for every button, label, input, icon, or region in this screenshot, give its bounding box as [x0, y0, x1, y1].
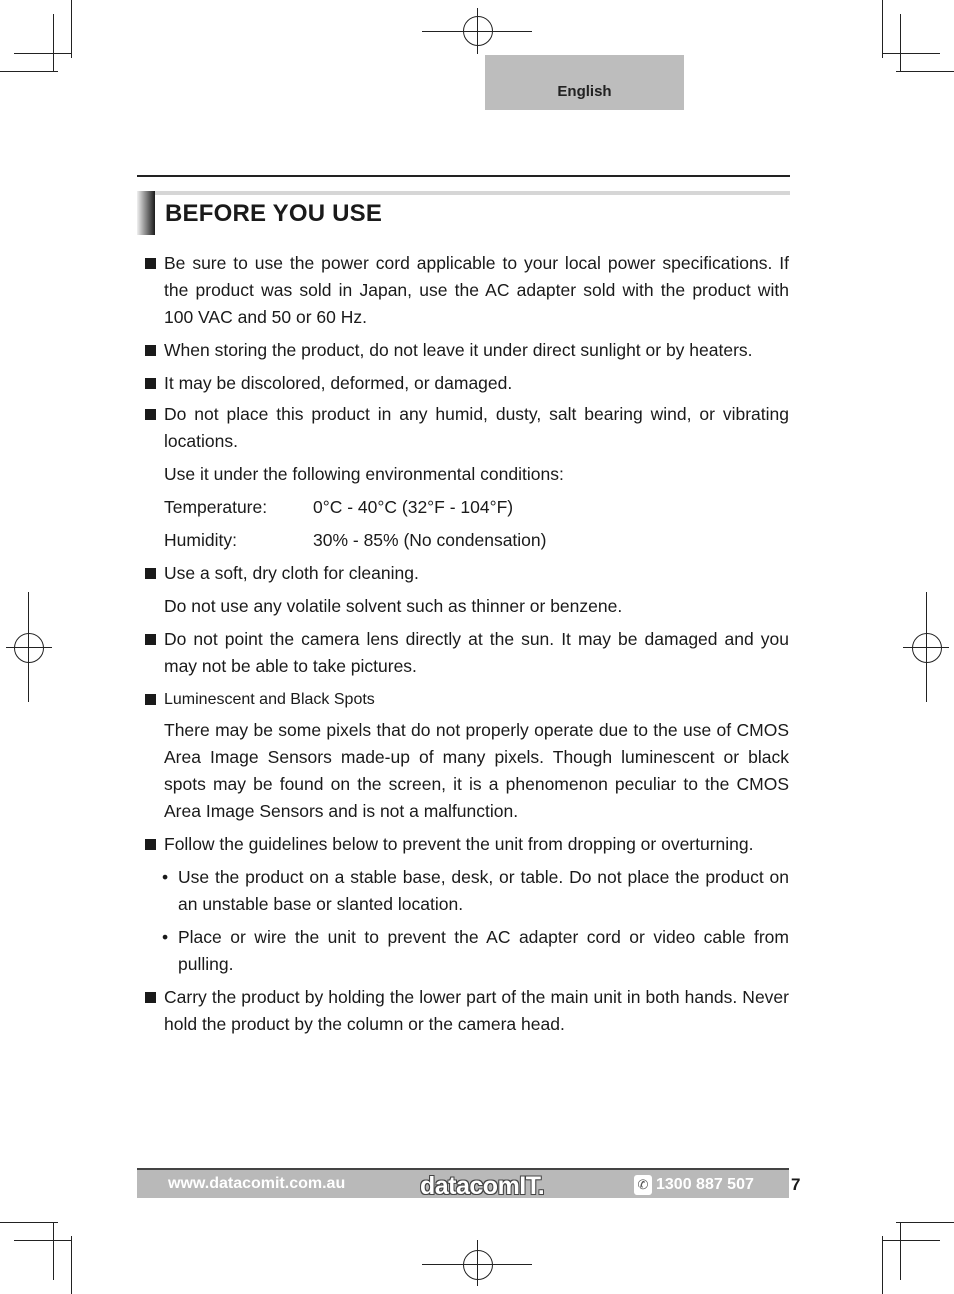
square-bullet-icon	[145, 409, 156, 420]
square-bullet-icon	[145, 634, 156, 645]
crop-mark	[14, 1240, 72, 1241]
list-item	[143, 626, 789, 680]
temperature-label: Temperature:	[164, 497, 268, 517]
crop-mark	[882, 1240, 940, 1241]
language-tab	[485, 55, 684, 110]
humidity-label: Humidity:	[164, 530, 237, 550]
sub-bullet-item	[143, 924, 789, 978]
item-text: Place or wire the unit to prevent the AC adapter cord or video cable from pulling.	[178, 927, 789, 974]
item-text: Be sure to use the power cord applicable to your local power specifications. If the product was sold in Japan, use the AC adapter sold with the product with 100 VAC and 50 or 60 Hz.	[164, 253, 789, 327]
item-text: Use the product on a stable base, desk, or table. Do not place the product on an unstable base or slanted location.	[178, 867, 789, 914]
instructions-list	[143, 250, 789, 1038]
list-item	[143, 686, 789, 713]
datacomit-logo: datacomIT.	[420, 1172, 545, 1200]
list-item	[143, 337, 789, 364]
humidity-row	[143, 527, 789, 554]
square-bullet-icon	[145, 568, 156, 579]
square-bullet-icon	[145, 992, 156, 1003]
heading-bar	[137, 191, 155, 235]
item-text: Use a soft, dry cloth for cleaning.	[164, 563, 419, 583]
crop-mark	[53, 1222, 54, 1280]
square-bullet-icon	[145, 839, 156, 850]
sub-bullet-item	[143, 864, 789, 918]
crop-mark	[900, 1222, 901, 1280]
crop-mark	[896, 1222, 954, 1223]
spots-text: There may be some pixels that do not properly operate due to the use of CMOS Area Image Sensors made-up of many pixels. Though luminescent or black spots may be found on the screen, it is a phenomenon peculiar to the CMOS Area Image Sensors and is not a malfunction.	[164, 720, 789, 821]
footer-phone	[634, 1175, 754, 1195]
dot-bullet-icon: •	[162, 927, 169, 947]
language-label: English	[557, 83, 612, 100]
list-item	[143, 831, 789, 858]
top-rule	[137, 175, 790, 177]
crop-mark	[53, 14, 54, 72]
phone-icon: ✆	[634, 1175, 652, 1195]
humidity-value: 30% - 85% (No condensation)	[313, 530, 547, 550]
phone-number: 1300 887 507	[656, 1176, 754, 1193]
square-bullet-icon	[145, 694, 156, 705]
item-text: It may be discolored, deformed, or damaged.	[164, 373, 513, 393]
footer-url: www.datacomit.com.au	[168, 1175, 346, 1192]
crop-mark	[900, 14, 901, 72]
crop-mark	[0, 1222, 58, 1223]
footer-bar	[137, 1168, 789, 1198]
list-item	[143, 401, 789, 455]
crop-mark	[14, 53, 72, 54]
list-item	[143, 370, 789, 397]
crop-mark	[882, 53, 940, 54]
item-text: When storing the product, do not leave it under direct sunlight or by heaters.	[164, 340, 753, 360]
square-bullet-icon	[145, 378, 156, 389]
crop-mark	[896, 71, 954, 72]
registration-circle	[463, 16, 493, 46]
square-bullet-icon	[145, 258, 156, 269]
registration-circle	[14, 633, 44, 663]
crop-mark	[882, 0, 883, 58]
solvent-note: Do not use any volatile solvent such as thinner or benzene.	[164, 596, 623, 616]
item-text: Carry the product by holding the lower part of the main unit in both hands. Never hold the product by the column or the camera head.	[164, 987, 789, 1034]
temperature-row	[143, 494, 789, 521]
crop-mark	[0, 71, 58, 72]
item-text: Follow the guidelines below to prevent the unit from dropping or overturning.	[164, 834, 754, 854]
list-item	[143, 984, 789, 1038]
section-title: BEFORE YOU USE	[165, 200, 383, 227]
dot-bullet-icon: •	[162, 867, 169, 887]
env-intro: Use it under the following environmental conditions:	[164, 464, 564, 484]
registration-circle	[463, 1250, 493, 1280]
item-text: Do not place this product in any humid, dusty, salt bearing wind, or vibrating locations.	[164, 404, 789, 451]
crop-mark	[71, 1236, 72, 1294]
page-number: 7	[791, 1175, 801, 1194]
crop-mark	[71, 0, 72, 58]
item-text: Luminescent and Black Spots	[164, 691, 375, 708]
heading-rule	[155, 191, 790, 195]
temperature-value: 0°C - 40°C (32°F - 104°F)	[313, 497, 514, 517]
registration-circle	[912, 633, 942, 663]
square-bullet-icon	[145, 345, 156, 356]
crop-mark	[882, 1236, 883, 1294]
list-item	[143, 250, 789, 331]
item-text: Do not point the camera lens directly at the sun. It may be damaged and you may not be able to take pictures.	[164, 629, 789, 676]
list-item	[143, 560, 789, 587]
